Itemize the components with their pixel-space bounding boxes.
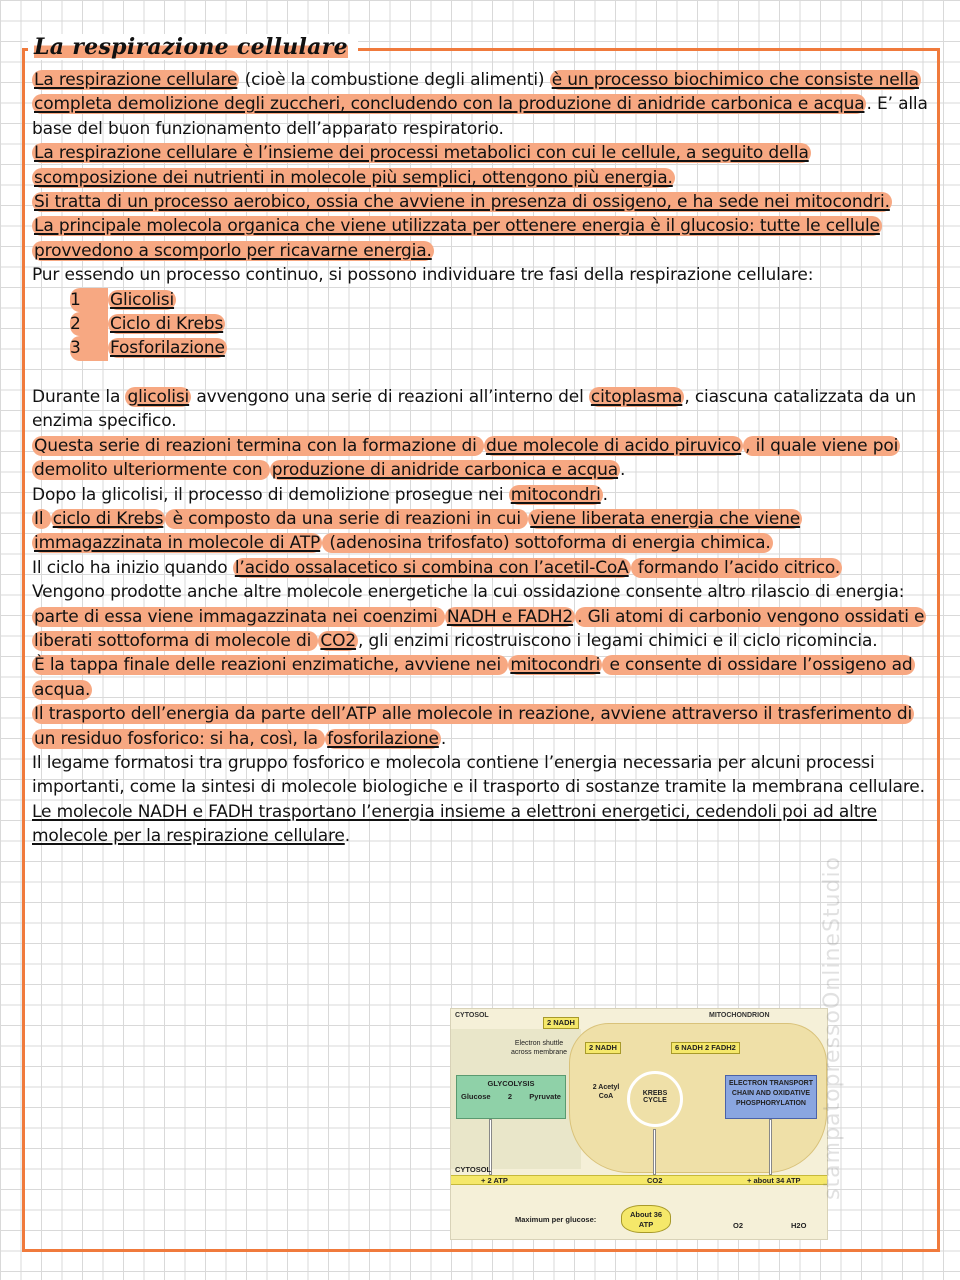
page-title: La respirazione cellulare — [28, 34, 358, 60]
respiration-diagram — [450, 1008, 828, 1240]
o2-label: O2 — [733, 1221, 744, 1230]
nadh-tag-mid: 2 NADH — [585, 1042, 621, 1054]
paragraph-7: Questa serie di reazioni termina con la formazione di due molecole di acido piruvico , il quale viene poi demolito ulteriormente con produzione di anidride carbonica e acqua . — [34, 435, 899, 481]
arrow-co2 — [653, 1129, 656, 1175]
paragraph-4: La principale molecola organica che viene utilizzata per ottenere energia è il glucosio: tutte le cellule provvedono a scomporlo per ricavarne energia. — [34, 216, 880, 261]
paragraph-8: Dopo la glicolisi, il processo di demolizione prosegue nei mitocondri . — [32, 484, 608, 505]
cytosol-bar: CYTOSOL + 2 ATP CO2 + about 34 ATP — [451, 1175, 827, 1185]
paragraph-15: Le molecole NADH e FADH trasportano l’energia insieme a elettroni energetici, cedendoli poi ad altre molecole per la respirazione cellulare. — [32, 801, 877, 847]
paragraph-3: Si tratta di un processo aerobico, ossia che avviene in presenza di ossigeno, e ha sede nei mitocondri. — [34, 192, 890, 213]
paragraph-1: La respirazione cellulare (cioè la combustione degli alimenti) è un processo biochimico che consiste nella completa demolizione degli zuccheri, concludendo con la produzione di anidride carbonica e acqua . E’ alla base del buon funzionamento dell’apparato respiratorio. — [32, 70, 928, 139]
spacer — [32, 361, 928, 385]
max-atp-burst: About 36 ATP — [621, 1205, 671, 1233]
nadh-tag-top: 2 NADH — [543, 1017, 579, 1029]
phase-item: 1 Glicolisi — [70, 288, 928, 312]
paragraph-6: Durante la glicolisi avvengono una serie di reazioni all’interno del citoplasma , ciascuna catalizzata da un enzima specifico. — [32, 386, 917, 432]
paragraph-14: Il legame formatosi tra gruppo fosforico e molecola contiene l’energia necessaria per alcuni processi importanti, come la sintesi di molecole biologiche e il trasporto di sostanze tramite la membrana cellulare. — [32, 752, 925, 798]
mitochondrion-label: MITOCHONDRION — [709, 1012, 770, 1019]
paragraph-5: Pur essendo un processo continuo, si possono individuare tre fasi della respirazione cellulare: — [32, 265, 814, 286]
acetyl-coa-label: 2 Acetyl CoA — [592, 1084, 620, 1100]
glycolysis-row: Glucose 2 Pyruvate — [461, 1092, 561, 1101]
paragraph-13: Il trasporto dell’energia da parte dell’ATP alle molecole in reazione, avviene attraverso il trasferimento di un residuo fosforico: si ha, così, la fosforilazione . — [34, 704, 913, 749]
watermark: stampatopressoOnlineStudio — [820, 855, 845, 1200]
nadh-fadh-tag: 6 NADH 2 FADH2 — [671, 1042, 740, 1054]
phases-list — [70, 288, 928, 361]
phase-item: 2 Ciclo di Krebs — [70, 312, 928, 336]
h2o-label: H2O — [791, 1221, 807, 1230]
notes-body — [32, 68, 928, 849]
arrow-atp34 — [769, 1119, 772, 1175]
paragraph-9: Il ciclo di Krebs è composto da una serie di reazioni in cui viene liberata energia che viene immagazzinata in molecole di ATP (adenosina trifosfato) sottoforma di energia chimica. — [34, 508, 801, 554]
max-label: Maximum per glucose: — [515, 1215, 597, 1224]
glycolysis-box: GLYCOLYSIS Glucose 2 Pyruvate — [456, 1075, 566, 1119]
paragraph-11: Vengono prodotte anche altre molecole energetiche la cui ossidazione consente altro rilascio di energia: parte di essa viene immagazzinata nei coenzimi NADH e FADH2 . Gli atomi di carbonio vengono ossidati e liberati sottoforma di molecole di CO2 , gli enzimi ricostruiscono i legami chimici e il ciclo ricomincia. — [32, 582, 925, 651]
phase-item: 3 Fosforilazione — [70, 336, 928, 360]
paragraph-10: Il ciclo ha inizio quando l’acido ossalacetico si combina con l’acetil-CoA formando l’acido citrico. — [32, 557, 841, 578]
paragraph-2: La respirazione cellulare è l’insieme dei processi metabolici con cui le cellule, a seguito della scomposizione dei nutrienti in molecole più semplici, ottengono più energia. — [34, 143, 809, 188]
electron-shuttle-label: Electron shuttle across membrane — [510, 1040, 568, 1056]
krebs-cycle: KREBS CYCLE — [627, 1071, 683, 1127]
etc-box: ELECTRON TRANSPORT CHAIN AND OXIDATIVE PHOSPHORYLATION — [725, 1075, 817, 1119]
cytosol-label: CYTOSOL — [455, 1012, 489, 1019]
paragraph-12: È la tappa finale delle reazioni enzimatiche, avviene nei mitocondri e consente di ossidare l’ossigeno ad acqua. — [34, 655, 913, 700]
